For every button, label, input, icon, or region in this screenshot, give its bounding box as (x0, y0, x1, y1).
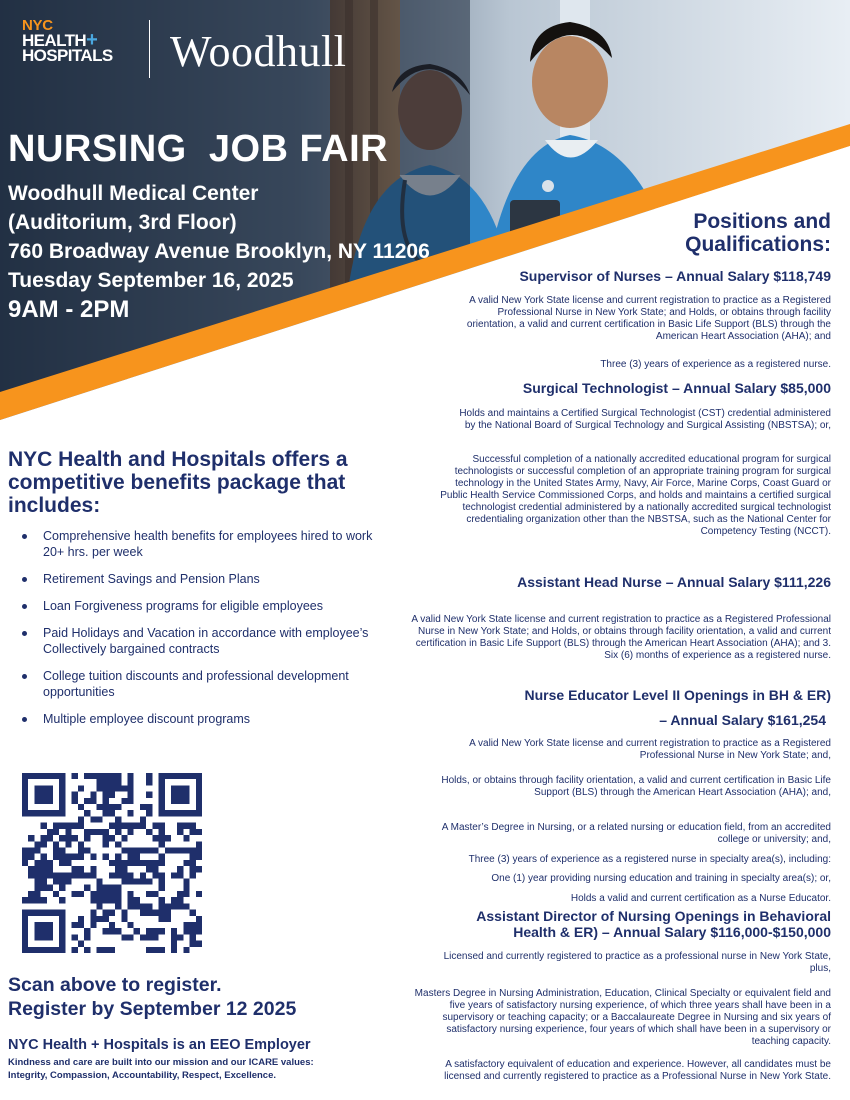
job-title-assistant-director-line2: Health & ER) – Annual Salary $116,000-$150,000 (513, 924, 831, 940)
job-text: Holds, or obtains through facility orientation, a valid and current certification in Basic Life Support (BLS) through the American Heart Association (AHA); and, (441, 775, 831, 798)
logo-hospitals-text: HOSPITALS (22, 46, 113, 65)
job-title-assistant-director-line1: Assistant Director of Nursing Openings in Behavioral (476, 908, 831, 924)
job-title-surgical-technologist: Surgical Technologist – Annual Salary $85,000 (522, 380, 831, 396)
bullet-icon (22, 631, 27, 636)
scan-instruction: Scan above to register. (8, 974, 222, 996)
bullet-icon (22, 577, 27, 582)
list-item: Loan Forgiveness programs for eligible employees (22, 598, 397, 614)
job-text: Masters Degree in Nursing Administration, Education, Clinical Specialty or equivalent field and five years of satisfactory nursing experience, of which three years shall have been in a supervisory or teaching capacity; or a Baccalaureate Degree in Nursing and six years of satisfactory nursing experience, four years of which shall have been in a supervisory or teaching capacity. (414, 988, 831, 1047)
list-item: Multiple employee discount programs (22, 711, 397, 727)
logo-health-text: HEALTH+ (22, 29, 98, 51)
job-text: Three (3) years of experience as a registered nurse. (600, 359, 831, 370)
list-item: College tuition discounts and professional development opportunities (22, 668, 397, 700)
logo-nyc-text: NYC (22, 17, 53, 34)
values-line1: Kindness and care are built into our mission and our ICARE values: (8, 1057, 314, 1068)
list-item: Retirement Savings and Pension Plans (22, 571, 397, 587)
job-text: Successful completion of a nationally accredited educational program for surgical technologists or successful completion of an appropriate training program for surgical technology in the United States Army, Navy, Air Force, Marine Corps, Coast Guard or Public Health Service Commissioned Corps, and holds and maintains a certified surgical technologist credential administered by a nationally accredited surgical technologist credentialing organization other than the NBSTSA, such as the National Center for Competency Testing (NCCT). (440, 454, 831, 537)
event-address: 760 Broadway Avenue Brooklyn, NY 11206 (8, 240, 430, 263)
job-text: Three (3) years of experience as a registered nurse in specialty area(s), including: (468, 854, 831, 865)
logo-divider (149, 20, 150, 78)
job-text: A Master’s Degree in Nursing, or a related nursing or education field, from an accredited college or university; and, (441, 822, 831, 845)
job-text: Holds a valid and current certification as a Nurse Educator. (570, 893, 831, 904)
values-line2: Integrity, Compassion, Accountability, Respect, Excellence. (8, 1070, 277, 1081)
positions-heading: Positions and Qualifications: (685, 210, 831, 256)
nyc-health-hospitals-logo (22, 18, 113, 63)
event-venue-line2: (Auditorium, 3rd Floor) (8, 211, 237, 234)
woodhull-logo: Woodhull (170, 27, 347, 76)
event-time: 9AM - 2PM (8, 296, 130, 323)
job-text: Holds and maintains a Certified Surgical Technologist (CST) credential administered by the National Board of Surgical Technology and Surgical Assisting (NBSTSA); or, (459, 408, 831, 431)
event-venue-line1: Woodhull Medical Center (8, 182, 259, 205)
bullet-icon (22, 534, 27, 539)
job-text: A valid New York State license and current registration to practice as a Registered Professional Nurse in New York State; and Holds, or obtains through facility orientation, a valid and current certification in Basic Life Support (BLS) through the American Heart Association (AHA); and 3. Six (6) months of experience as a registered nurse. (411, 614, 831, 661)
bullet-icon (22, 674, 27, 679)
job-title-assistant-head-nurse: Assistant Head Nurse – Annual Salary $111,226 (517, 574, 831, 590)
bullet-icon (22, 717, 27, 722)
job-text: One (1) year providing nursing education and training in specialty area(s); or, (491, 873, 831, 884)
eeo-statement: NYC Health + Hospitals is an EEO Employer (8, 1037, 311, 1053)
registration-qr-code[interactable] (22, 772, 202, 954)
job-text: A satisfactory equivalent of education and experience. However, all candidates must be licensed and currently registered to practice as a Professional Nurse in New York State. (444, 1059, 831, 1082)
benefits-list (22, 528, 397, 738)
list-item: Paid Holidays and Vacation in accordance with employee’s Collectively bargained contracts (22, 625, 397, 657)
event-date: Tuesday September 16, 2025 (8, 269, 294, 292)
job-title-supervisor-of-nurses: Supervisor of Nurses – Annual Salary $118,749 (519, 268, 831, 284)
job-text: Licensed and currently registered to practice as a professional nurse in New York State, plus, (443, 951, 831, 974)
job-text: A valid New York State license and current registration to practice as a Registered Professional Nurse in New York State; and Holds, or obtains through facility orientation, a valid and current certification in Basic Life Support (BLS) through the American Heart Association (AHA); and (466, 295, 831, 342)
job-title-nurse-educator-line2: – Annual Salary $161,254 (659, 712, 826, 728)
job-title-nurse-educator-line1: Nurse Educator Level II Openings in BH & ER) (524, 687, 831, 703)
bullet-icon (22, 604, 27, 609)
job-text: A valid New York State license and current registration to practice as a Registered Professional Nurse in New York State; and, (469, 738, 831, 761)
registration-deadline: Register by September 12 2025 (8, 998, 297, 1020)
logo-plus-icon: + (86, 29, 98, 51)
event-title: NURSING JOB FAIR (8, 128, 389, 170)
list-item: Comprehensive health benefits for employees hired to work 20+ hrs. per week (22, 528, 397, 560)
benefits-heading: NYC Health and Hospitals offers a competitive benefits package that includes: (8, 448, 348, 517)
